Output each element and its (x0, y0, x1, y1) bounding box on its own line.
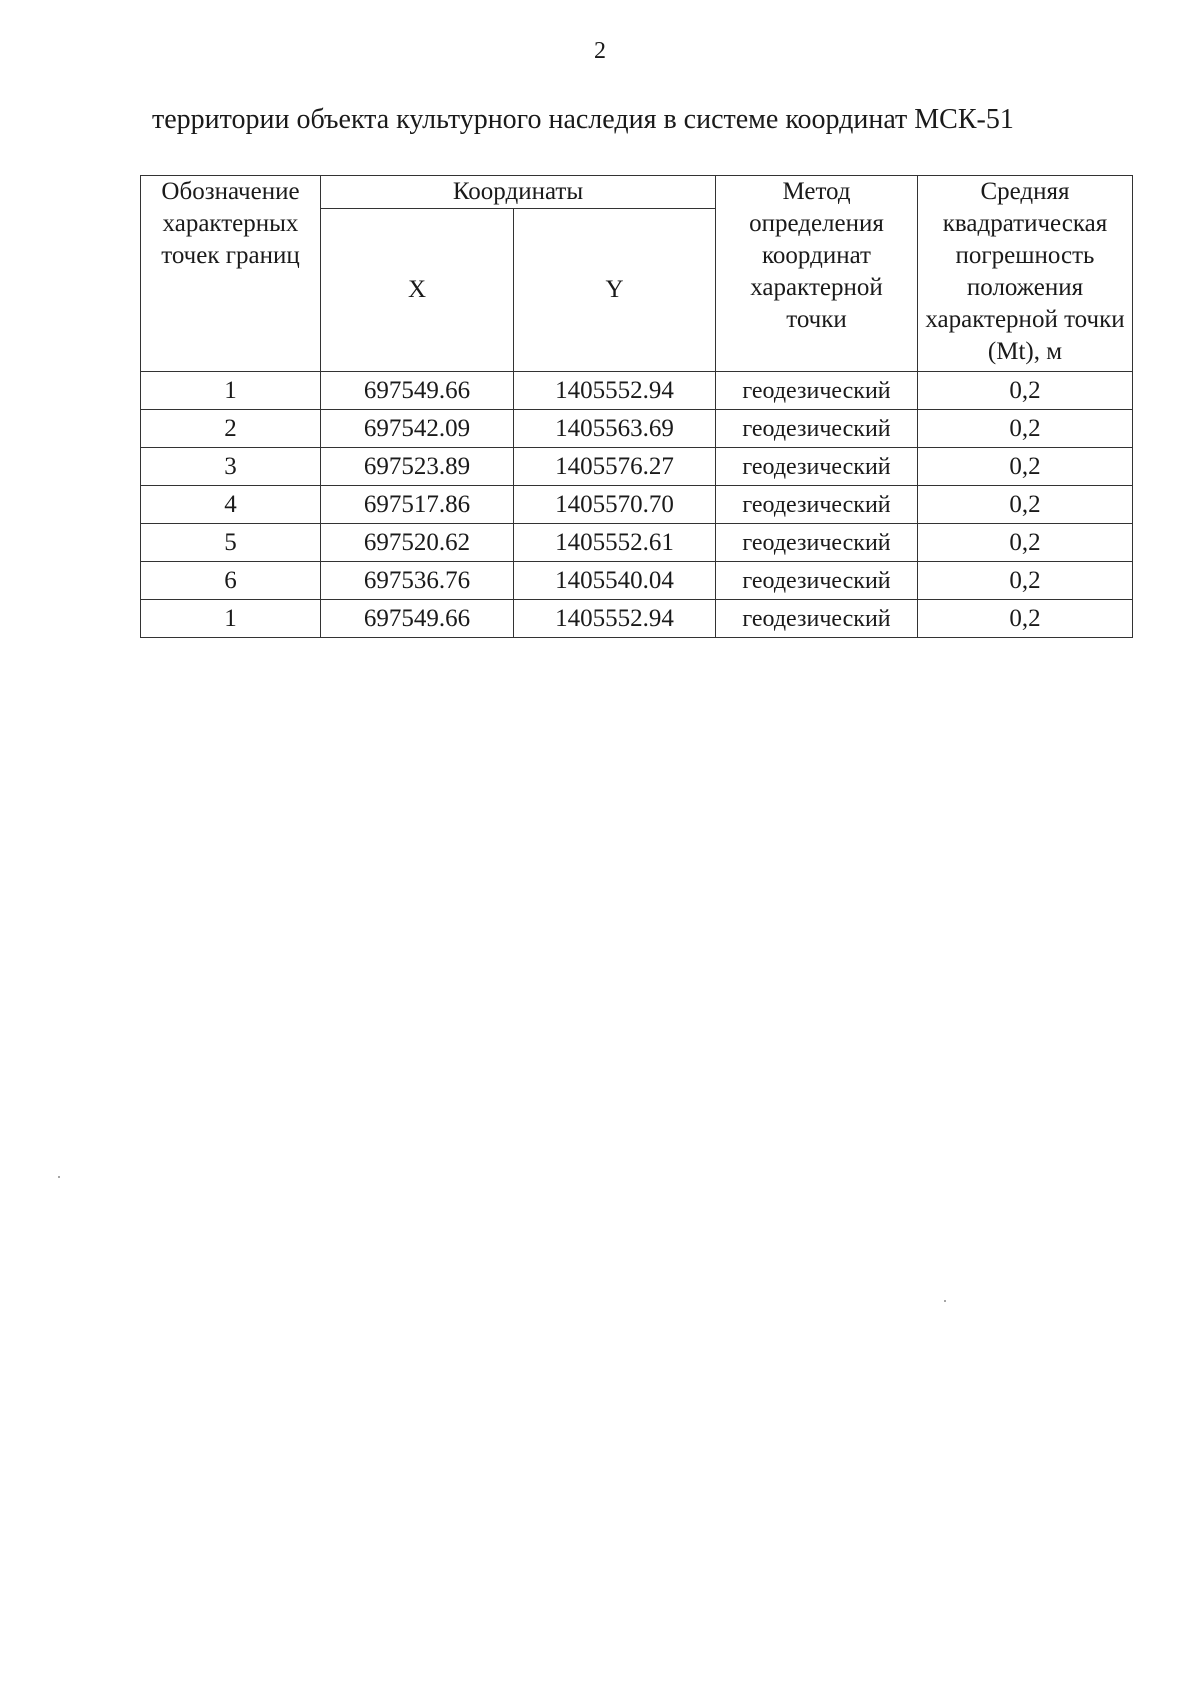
cell-x: 697542.09 (321, 410, 514, 448)
table-row (141, 486, 1133, 524)
cell-error: 0,2 (918, 448, 1133, 486)
cell-point: 4 (141, 486, 321, 524)
header-mean-square-error: Средняя квадратическая погрешность положения характерной точки (Mt), м (918, 176, 1133, 372)
cell-method: геодезический (716, 372, 918, 410)
cell-point: 6 (141, 562, 321, 600)
cell-x: 697536.76 (321, 562, 514, 600)
cell-x: 697549.66 (321, 600, 514, 638)
cell-method: геодезический (716, 600, 918, 638)
cell-method: геодезический (716, 410, 918, 448)
cell-x: 697520.62 (321, 524, 514, 562)
header-coordinates: Координаты (321, 176, 716, 209)
cell-point: 1 (141, 372, 321, 410)
page-number: 2 (594, 38, 606, 64)
cell-method: геодезический (716, 486, 918, 524)
cell-y: 1405570.70 (514, 486, 716, 524)
cell-error: 0,2 (918, 410, 1133, 448)
cell-error: 0,2 (918, 372, 1133, 410)
cell-error: 0,2 (918, 524, 1133, 562)
cell-point: 2 (141, 410, 321, 448)
table-row (141, 372, 1133, 410)
header-method: Метод определения координат характерной точки (716, 176, 918, 372)
cell-y: 1405540.04 (514, 562, 716, 600)
cell-y: 1405563.69 (514, 410, 716, 448)
scan-speck (58, 1176, 60, 1178)
coordinates-table (140, 175, 1133, 638)
cell-method: геодезический (716, 524, 918, 562)
cell-error: 0,2 (918, 486, 1133, 524)
header-x: X (321, 209, 514, 372)
cell-x: 697523.89 (321, 448, 514, 486)
cell-error: 0,2 (918, 600, 1133, 638)
cell-point: 5 (141, 524, 321, 562)
table-row (141, 562, 1133, 600)
cell-y: 1405552.61 (514, 524, 716, 562)
cell-y: 1405552.94 (514, 600, 716, 638)
cell-x: 697549.66 (321, 372, 514, 410)
table-row (141, 448, 1133, 486)
cell-y: 1405552.94 (514, 372, 716, 410)
cell-error: 0,2 (918, 562, 1133, 600)
cell-point: 3 (141, 448, 321, 486)
cell-point: 1 (141, 600, 321, 638)
table-row (141, 524, 1133, 562)
cell-method: геодезический (716, 448, 918, 486)
cell-y: 1405576.27 (514, 448, 716, 486)
table-caption: территории объекта культурного наследия в системе координат МСК-51 (152, 104, 1014, 135)
table-row (141, 600, 1133, 638)
header-point-designation: Обозначение характерных точек границ (141, 176, 321, 372)
cell-method: геодезический (716, 562, 918, 600)
cell-x: 697517.86 (321, 486, 514, 524)
scan-speck (944, 1300, 946, 1302)
table-row (141, 410, 1133, 448)
header-y: Y (514, 209, 716, 372)
